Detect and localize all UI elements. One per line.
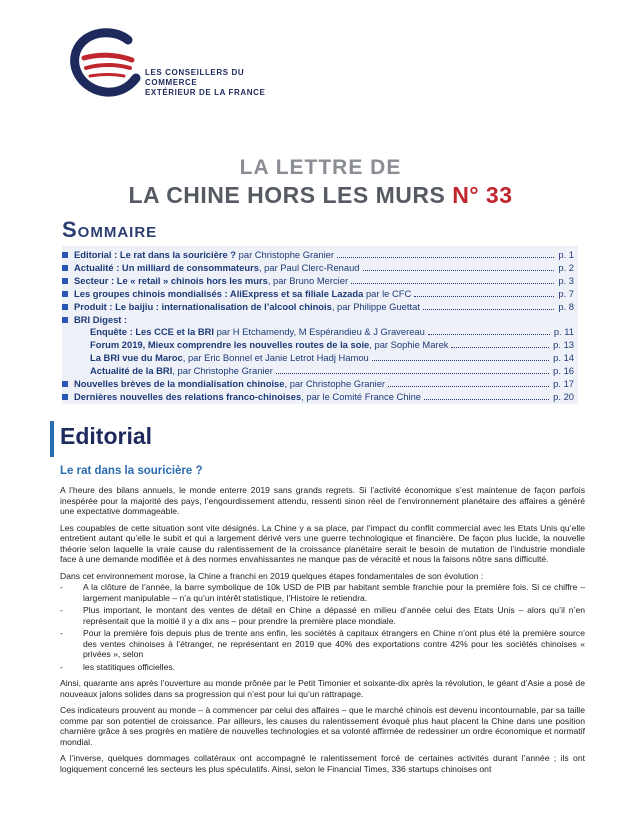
toc-entry-author: par Christophe Granier bbox=[236, 249, 334, 260]
toc-entry-title: Les groupes chinois mondialisés : AliExpress et sa filiale Lazada bbox=[74, 288, 364, 299]
toc-leader-dots bbox=[372, 360, 549, 361]
editorial-heading: Editorial bbox=[60, 423, 153, 449]
toc-entry[interactable] bbox=[62, 339, 578, 351]
toc-entry-author: , par Bruno Mercier bbox=[267, 275, 349, 286]
toc-leader-dots bbox=[414, 296, 554, 297]
paragraph: Ainsi, quarante ans après l’ouverture au monde prônée par le Petit Timonier et soixante-dix après la révolution, le géant d’Asie a posé de nouveaux jalons solides dans sa progression qui n’est pour lui qu’un rattrapage. bbox=[60, 678, 585, 699]
cce-emblem-icon bbox=[70, 28, 142, 98]
square-bullet-icon bbox=[62, 394, 68, 400]
paragraph: A l’heure des bilans annuels, le monde enterre 2019 sans grands regrets. Si l’activité économique s’est maintenue de façon parfois inespérée pour la majorité des pays, l’engourdissement attendu, ressenti sinon réel de l’environnement planétaire des affaires a généré une expectative dommageable. bbox=[60, 485, 585, 516]
square-bullet-icon bbox=[62, 291, 68, 297]
list-item: - les statitiques officielles. bbox=[60, 662, 585, 673]
toc-entry-author: , par Christophe Granier bbox=[172, 365, 273, 376]
square-bullet-icon bbox=[62, 317, 68, 323]
toc-entry-text bbox=[74, 262, 360, 273]
paragraph: Ces indicateurs prouvent au monde – à commencer par celui des affaires – que le marché chinois est devenu incontournable, par sa taille comme par son potentiel de croissance. Par ailleurs, les causes du ralentissement évoqué plus haut placent la Chine dans une position charnière grâce à ses progrès en matière de nouvelles technologies et sa volonté affirmée de redessiner un ordre économique et normatif mondial. bbox=[60, 705, 585, 747]
toc-leader-dots bbox=[388, 386, 549, 387]
toc-entry[interactable] bbox=[62, 288, 578, 300]
toc-entry-author: , par Paul Clerc-Renaud bbox=[258, 262, 360, 273]
logo-line-2: EXTÉRIEUR DE LA FRANCE bbox=[145, 88, 266, 97]
milestones-list bbox=[60, 582, 585, 672]
editorial-accent-bar bbox=[50, 421, 54, 457]
toc-entry-title: Editorial : Le rat dans la souricière ? bbox=[74, 249, 237, 260]
toc-entry-text bbox=[74, 249, 334, 260]
toc-entry-title: Actualité : Un milliard de consommateurs bbox=[74, 262, 259, 273]
square-bullet-icon bbox=[62, 265, 68, 271]
toc-entry[interactable] bbox=[62, 301, 578, 313]
toc-leader-dots bbox=[428, 334, 550, 335]
toc-entry[interactable] bbox=[62, 391, 578, 403]
toc-entry-author: par H Etchamendy, M Espérandieu & J Gravereau bbox=[213, 326, 425, 337]
toc-entry-author: par le CFC bbox=[363, 288, 412, 299]
toc-entry-title: BRI Digest : bbox=[74, 314, 128, 325]
toc-page-number: p. 16 bbox=[553, 365, 574, 376]
toc-entry-title: Produit : Le baijiu : internationalisation de l’alcool chinois bbox=[74, 301, 332, 312]
toc-entry-author: , par Philippe Guettat bbox=[331, 301, 420, 312]
toc-entry-title: La BRI vue du Maroc bbox=[90, 352, 183, 363]
toc-page-number: p. 20 bbox=[553, 391, 574, 402]
logo-line-1: LES CONSEILLERS DU COMMERCE bbox=[145, 68, 245, 87]
toc-entry-text bbox=[90, 326, 425, 337]
square-bullet-icon bbox=[62, 381, 68, 387]
sommaire-heading: Sommaire bbox=[62, 217, 158, 242]
title-text: LA CHINE HORS LES MURS bbox=[128, 182, 446, 208]
toc-page-number: p. 17 bbox=[553, 378, 574, 389]
toc-entry[interactable] bbox=[62, 378, 578, 390]
toc-entry[interactable] bbox=[62, 314, 578, 326]
toc-entry[interactable] bbox=[62, 352, 578, 364]
toc-entry-text bbox=[74, 275, 348, 286]
toc-entry-text bbox=[74, 288, 411, 299]
toc-leader-dots bbox=[423, 309, 554, 310]
toc-leader-dots bbox=[337, 257, 554, 258]
logo-text bbox=[145, 68, 290, 98]
toc-entry-author: , par Sophie Marek bbox=[369, 339, 449, 350]
square-bullet-icon bbox=[62, 304, 68, 310]
paragraph: Dans cet environnement morose, la Chine a franchi en 2019 quelques étapes fondamentales de son évolution : bbox=[60, 570, 484, 581]
toc-entry-title: Enquête : Les CCE et la BRI bbox=[90, 326, 214, 337]
toc-entry-title: Secteur : Le « retail » chinois hors les murs bbox=[74, 275, 268, 286]
toc-entry-author: , par Christophe Granier bbox=[284, 378, 386, 389]
toc-page-number: p. 11 bbox=[553, 326, 574, 337]
toc-entry[interactable] bbox=[62, 365, 578, 377]
toc-leader-dots bbox=[351, 283, 554, 284]
square-bullet-icon bbox=[62, 278, 68, 284]
toc-leader-dots bbox=[276, 373, 549, 374]
toc-entry-text bbox=[90, 339, 448, 350]
toc-entry-text bbox=[74, 301, 420, 312]
toc-leader-dots bbox=[424, 399, 549, 400]
toc-page-number: p. 8 bbox=[558, 301, 574, 312]
toc-page-number: p. 13 bbox=[553, 339, 574, 350]
toc-leader-dots bbox=[451, 347, 549, 348]
toc-entry-text bbox=[74, 378, 385, 389]
title-line-2 bbox=[0, 182, 641, 209]
table-of-contents bbox=[62, 246, 578, 404]
toc-entry[interactable] bbox=[62, 326, 578, 338]
editorial-body bbox=[60, 485, 585, 780]
toc-page-number: p. 7 bbox=[558, 288, 574, 299]
toc-entry-title: Dernières nouvelles des relations franco-chinoises bbox=[74, 391, 302, 402]
list-item: - Plus important, le montant des ventes de détail en Chine a dépassé en milieu d’année celui des Etats Unis – alors qu’il n’en représentait que la moitié il y a dix ans – pour prendre la première place mondiale. bbox=[60, 605, 585, 626]
toc-leader-dots bbox=[363, 270, 554, 271]
toc-entry[interactable] bbox=[62, 262, 578, 274]
list-item: - A la clôture de l’année, la barre symbolique de 10k USD de PIB par habitant semble franchie pour la première fois. Si ce chiffre – largement manipulable – n’a qu’un intérêt statistique, l’Histoire le retiendra. bbox=[60, 582, 585, 603]
editorial-subheading: Le rat dans la souricière ? bbox=[60, 465, 203, 477]
toc-page-number: p. 3 bbox=[558, 275, 574, 286]
toc-entry-author: , par Eric Bonnel et Janie Letrot Hadj Hamou bbox=[182, 352, 369, 363]
title-line-1: LA LETTRE DE bbox=[239, 156, 402, 179]
toc-entry-text bbox=[74, 391, 421, 402]
toc-page-number: p. 14 bbox=[553, 352, 574, 363]
paragraph: A l’inverse, quelques dommages collatéraux ont accompagné le ralentissement forcé de certaines activités durant l’année ; ils ont logiquement concerné les secteurs les plus spéculatifs. Ainsi, selon le Financial Times, 336 startups chinoises ont bbox=[60, 753, 585, 774]
toc-entry-title: Forum 2019, Mieux comprendre les nouvelles routes de la soie bbox=[90, 339, 370, 350]
paragraph: Les coupables de cette situation sont vite désignés. La Chine y a sa place, par l’impact du conflit commercial avec les Etats Unis qu’elle entretient autant qu’elle le subit et qui a largement dérivé vers une guerre technologique et financière. De façon plus lucide, la nouvelle théorie selon laquelle la vraie cause du ralentissement de la croissance planétaire serait le besoin de mutation de l’industrie mondiale face à une demande modifiée et à des normes envahissantes ne manque pas de véracité et nous la faisons nôtre sans difficulté. bbox=[60, 522, 585, 564]
toc-page-number: p. 1 bbox=[558, 249, 574, 260]
toc-entry-title: Actualité de la BRI bbox=[90, 365, 173, 376]
toc-entry[interactable] bbox=[62, 275, 578, 287]
toc-entry-text bbox=[90, 365, 273, 376]
toc-entry-text bbox=[74, 314, 127, 325]
toc-entry[interactable] bbox=[62, 249, 578, 261]
cce-logo bbox=[70, 28, 290, 98]
square-bullet-icon bbox=[62, 252, 68, 258]
toc-page-number: p. 2 bbox=[558, 262, 574, 273]
issue-number: N° 33 bbox=[452, 182, 513, 208]
toc-entry-title: Nouvelles brèves de la mondialisation chinoise bbox=[74, 378, 285, 389]
toc-entry-text bbox=[90, 352, 369, 363]
toc-entry-author: , par le Comité France Chine bbox=[301, 391, 422, 402]
list-item: - Pour la première fois depuis plus de trente ans enfin, les sociétés à capitaux étrangers en Chine n’ont plus été la première source des ventes chinoises à l’étranger, ne représentant en 2019 que 40% des exportations contre 42% pour les sociétés chinoises « privées », selon bbox=[60, 628, 585, 660]
